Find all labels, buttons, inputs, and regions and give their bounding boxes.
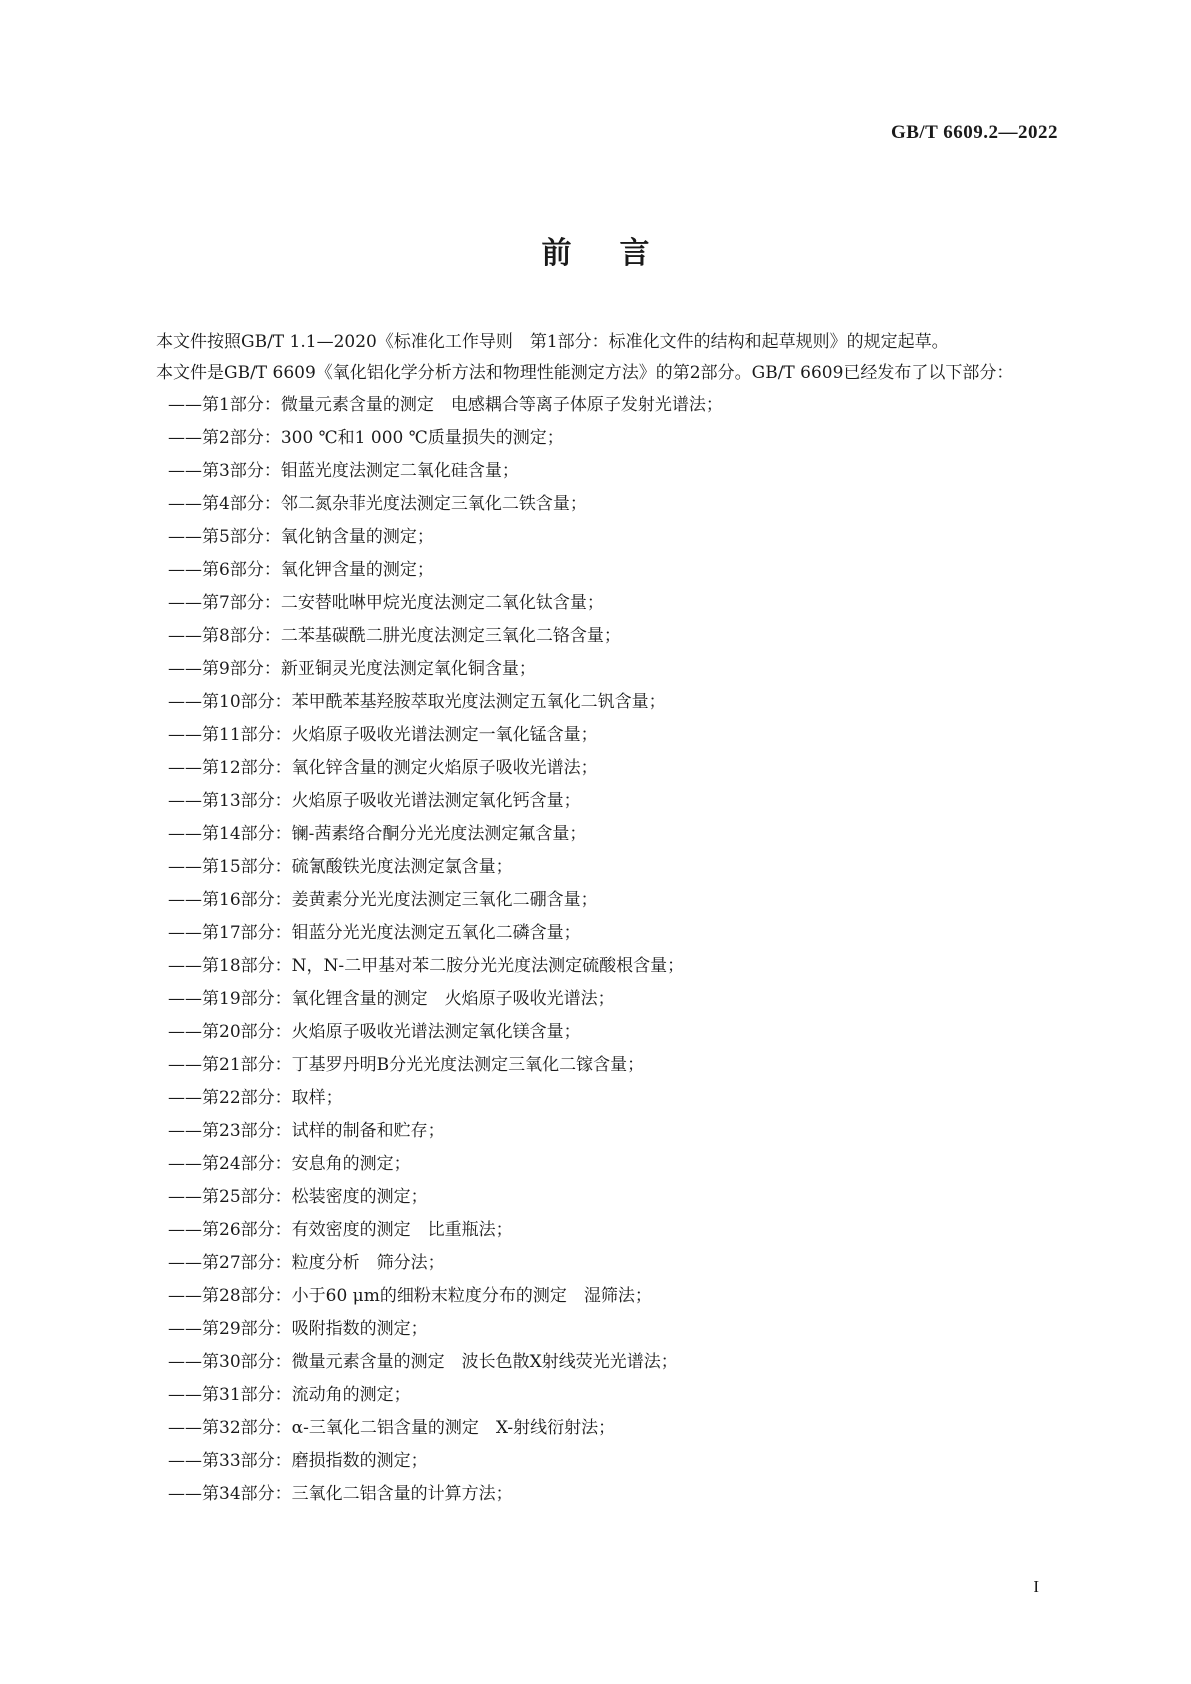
list-item: ——第32部分：α-三氧化二铝含量的测定 X-射线衍射法； xyxy=(168,1418,616,1438)
scope-paragraph: 本文件是GB/T 6609《氧化铝化学分析方法和物理性能测定方法》的第2部分。GB/T 6609已经发布了以下部分： xyxy=(156,363,1014,383)
list-item: ——第11部分：火焰原子吸收光谱法测定一氧化锰含量； xyxy=(168,725,598,745)
list-item: ——第10部分：苯甲酰苯基羟胺萃取光度法测定五氧化二钒含量； xyxy=(168,692,666,712)
intro-paragraph: 本文件按照GB/T 1.1—2020《标准化工作导则 第1部分：标准化文件的结构和起草规则》的规定起草。 xyxy=(156,332,949,352)
list-item: ——第27部分：粒度分析 筛分法； xyxy=(168,1253,445,1273)
list-item: ——第3部分：钼蓝光度法测定二氧化硅含量； xyxy=(168,461,519,481)
list-item: ——第28部分：小于60 μm的细粉末粒度分布的测定 湿筛法； xyxy=(168,1286,652,1306)
list-item: ——第34部分：三氧化二铝含量的计算方法； xyxy=(168,1484,513,1504)
list-item: ——第26部分：有效密度的测定 比重瓶法； xyxy=(168,1220,513,1240)
list-item: ——第22部分：取样； xyxy=(168,1088,343,1108)
list-item: ——第29部分：吸附指数的测定； xyxy=(168,1319,428,1339)
list-item: ——第16部分：姜黄素分光光度法测定三氧化二硼含量； xyxy=(168,890,598,910)
list-item: ——第21部分：丁基罗丹明B分光光度法测定三氧化二镓含量； xyxy=(168,1055,645,1075)
list-item: ——第2部分：300 ℃和1 000 ℃质量损失的测定； xyxy=(168,428,564,448)
list-item: ——第14部分：镧-茜素络合酮分光光度法测定氟含量； xyxy=(168,824,587,844)
list-item: ——第15部分：硫氰酸铁光度法测定氯含量； xyxy=(168,857,513,877)
list-item: ——第18部分：N，N-二甲基对苯二胺分光光度法测定硫酸根含量； xyxy=(168,956,685,976)
list-item: ——第30部分：微量元素含量的测定 波长色散X射线荧光光谱法； xyxy=(168,1352,678,1372)
list-item: ——第24部分：安息角的测定； xyxy=(168,1154,411,1174)
list-item: ——第31部分：流动角的测定； xyxy=(168,1385,411,1405)
list-item: ——第25部分：松装密度的测定； xyxy=(168,1187,428,1207)
list-item: ——第5部分：氧化钠含量的测定； xyxy=(168,527,434,547)
list-item: ——第20部分：火焰原子吸收光谱法测定氧化镁含量； xyxy=(168,1022,581,1042)
standard-number: GB/T 6609.2—2022 xyxy=(890,122,1058,143)
list-item: ——第7部分：二安替吡啉甲烷光度法测定二氧化钛含量； xyxy=(168,593,604,613)
list-item: ——第1部分：微量元素含量的测定 电感耦合等离子体原子发射光谱法； xyxy=(168,395,723,415)
list-item: ——第4部分：邻二氮杂菲光度法测定三氧化二铁含量； xyxy=(168,494,587,514)
page-title: 前言 xyxy=(541,236,698,271)
page-number: I xyxy=(1033,1577,1039,1596)
list-item: ——第13部分：火焰原子吸收光谱法测定氧化钙含量； xyxy=(168,791,581,811)
list-item: ——第23部分：试样的制备和贮存； xyxy=(168,1121,445,1141)
parts-list xyxy=(122,389,1070,1511)
list-item: ——第8部分：二苯基碳酰二肼光度法测定三氧化二铬含量； xyxy=(168,626,621,646)
list-item: ——第6部分：氧化钾含量的测定； xyxy=(168,560,434,580)
list-item: ——第17部分：钼蓝分光光度法测定五氧化二磷含量； xyxy=(168,923,581,943)
list-item: ——第12部分：氧化锌含量的测定火焰原子吸收光谱法； xyxy=(168,758,598,778)
list-item: ——第19部分：氧化锂含量的测定 火焰原子吸收光谱法； xyxy=(168,989,615,1009)
list-item: ——第33部分：磨损指数的测定； xyxy=(168,1451,428,1471)
document-body xyxy=(122,327,1070,1511)
list-item: ——第9部分：新亚铜灵光度法测定氧化铜含量； xyxy=(168,659,536,679)
